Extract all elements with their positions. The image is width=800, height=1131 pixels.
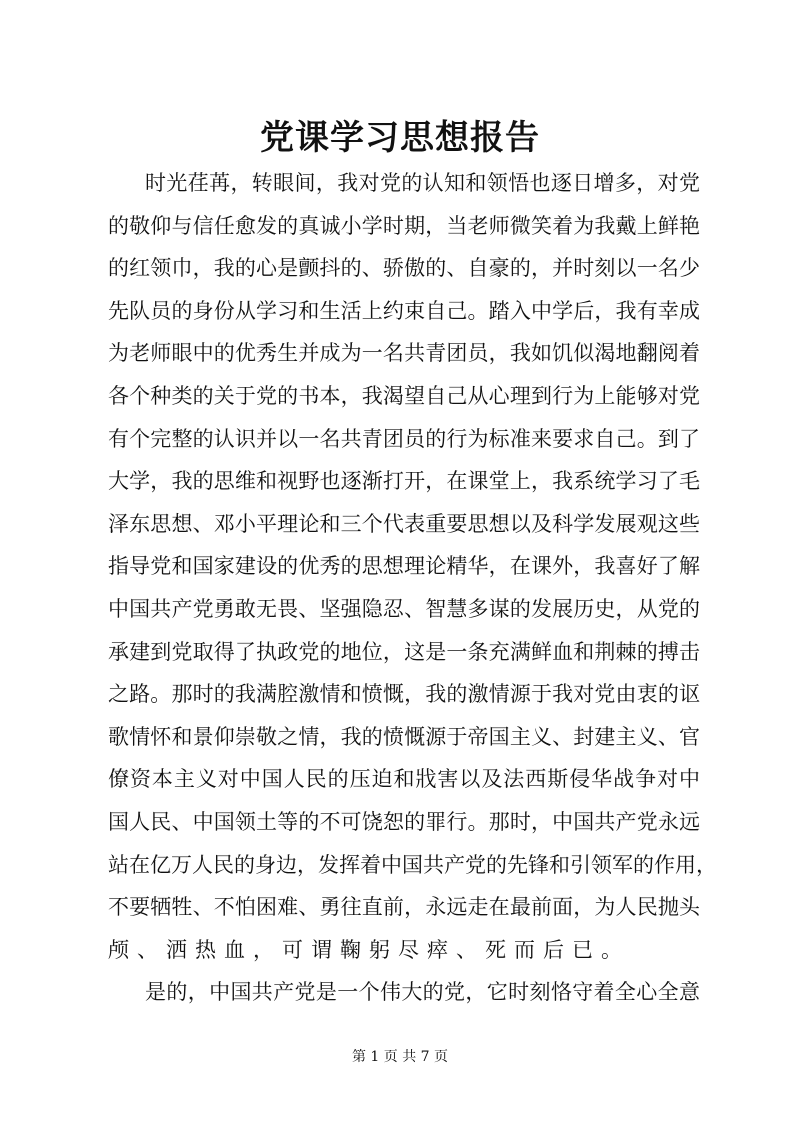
page-number: 第 1 页 共 7 页 <box>351 1049 449 1065</box>
text-line: 中国共产党勇敢无畏、坚强隐忍、智慧多谋的发展历史，从党的 <box>108 596 700 621</box>
text-line: 指导党和国家建设的优秀的思想理论精华，在课外，我喜好了解 <box>108 554 700 579</box>
text-line: 各个种类的关于党的书本，我渴望自己从心理到行为上能够对党 <box>108 383 700 408</box>
text-line: 颅、洒热血，可谓鞠躬尽瘁、死而后已。 <box>108 937 630 962</box>
text-line: 不要牺牲、不怕困难、勇往直前，永远走在最前面，为人民抛头 <box>108 895 700 920</box>
text-line: 站在亿万人民的身边，发挥着中国共产党的先锋和引领军的作用， <box>108 852 717 877</box>
text-line: 之路。那时的我满腔激情和愤慨，我的激情源于我对党由衷的讴 <box>108 682 700 707</box>
text-line: 时光荏苒，转眼间，我对党的认知和领悟也逐日增多，对党 <box>145 171 700 195</box>
text-line: 国人民、中国领土等的不可饶恕的罪行。那时，中国共产党永远 <box>108 809 700 834</box>
text-line: 是的，中国共产党是一个伟大的党，它时刻恪守着全心全意 <box>145 980 700 1005</box>
text-line: 歌情怀和景仰崇敬之情，我的愤慨源于帝国主义、封建主义、官 <box>108 724 700 749</box>
text-line: 有个完整的认识并以一名共青团员的行为标准来要求自己。到了 <box>108 426 700 451</box>
text-line: 泽东思想、邓小平理论和三个代表重要思想以及科学发展观这些 <box>108 511 700 536</box>
text-line: 承建到党取得了执政党的地位，这是一条充满鲜血和荆棘的搏击 <box>108 639 700 664</box>
text-line: 僚资本主义对中国人民的压迫和戕害以及法西斯侵华战争对中 <box>108 767 700 792</box>
document-body <box>108 162 717 1014</box>
text-line: 大学，我的思维和视野也逐渐打开，在课堂上，我系统学习了毛 <box>108 469 700 494</box>
text-line: 的敬仰与信任愈发的真诚小学时期，当老师微笑着为我戴上鲜艳 <box>108 213 700 238</box>
text-line: 的红领巾，我的心是颤抖的、骄傲的、自豪的，并时刻以一名少 <box>108 256 700 281</box>
text-line: 先队员的身份从学习和生活上约束自己。踏入中学后，我有幸成 <box>108 298 700 323</box>
document-title: 党课学习思想报告 <box>260 118 540 158</box>
text-line: 为老师眼中的优秀生并成为一名共青团员，我如饥似渴地翻阅着 <box>108 341 700 366</box>
